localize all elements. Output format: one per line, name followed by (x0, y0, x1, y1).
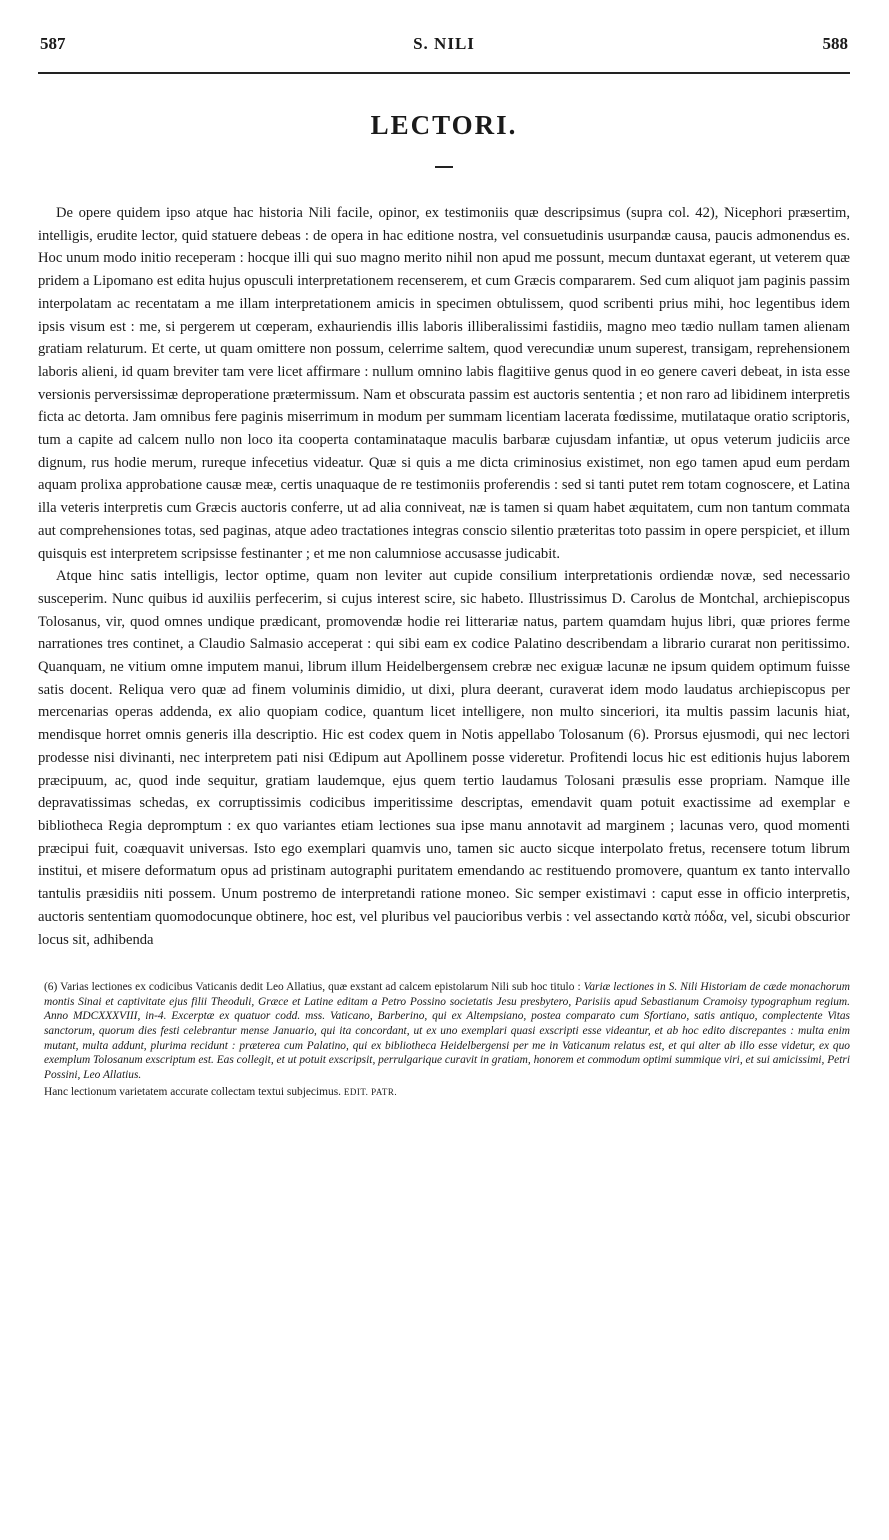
page-number-left: 587 (40, 34, 66, 53)
section-title: LECTORI. (370, 110, 518, 140)
footnote-closing (38, 1086, 850, 1098)
footnote (38, 980, 850, 1082)
paragraph-2: Atque hinc satis intelligis, lector optime, quam non leviter aut cupide consilium interpretationis ordiendæ novæ, sed necessario susceperim. Nunc quibus id auxiliis perfecerim, si cujus interest scire, sic habeto. Illustrissimus D. Carolus de Montchal, archiepiscopus Tolosanus, vir, quod omnes undique prædicant, promovendæ hodie rei litterariæ natus, partem quamdam hujus libri, quæ priores ferme narrationes tres continet, a Claudio Salmasio acceperat : qui sibi eam ex codice Palatino describendam a librario curarat non peritissimo. Quanquam, ne vitium omne imputem manui, librum illum Heidelbergensem crebræ nec exiguæ lacunæ ne ipsum quidem optimum fuisse satis docent. Reliqua vero quæ ad finem voluminis dimidio, ut dixi, plura deerant, curaverat idem modo laudatus archiepiscopus per mercenarias operas addenda, ex alio quopiam codice, quantum licet intelligere, non multo sinceriori, ita multis passim lacunis hiat, mendisque horret omnis generis illa descriptio. Hic est codex quem in Notis appellabo Tolosanum (6). Prorsus ejusmodi, qui nec lectori prodesse nisi divinanti, nec interpretem pati nisi Œdipum aut Apollinem posse videretur. Profitendi locus hic est editionis hujus laborem præcipuum, ac, quod inde sequitur, gratiam laudemque, ejus quem tertio laudamus Tolosani præsulis esse propriam. Namque ille depravatissimas schedas, ex corruptissimis codicibus imperitissime descriptas, emendavit quam potuit exactissime ad exemplar e bibliotheca Regia depromptum : ex quo variantes etiam lectiones sua ipse manu annotavit ad marginem ; lacunas vero, quod momenti præcipui fuit, coæquavit universas. Isto ego exemplari quamvis uno, tamen sic aucto sicque interpolato fretus, recensere totum librum institui, et misere deformatum opus ad pristinam autographi puritatem emendando ac restituendo promovere, quantum ex tanto intervallo tantulis præsidiis niti possem. Unum postremo de interpretandi ratione moneo. Sic semper existimavi : caput esse in officio interpretis, auctoris sententiam quomodocunque obtinere, hoc est, vel pluribus vel paucioribus verbis : vel assectando κατὰ πόδα, vel, sicubi obscurior locus sit, adhibenda (38, 568, 850, 948)
running-head (38, 30, 850, 54)
footnote-separator (38, 967, 850, 968)
footnote-closing-text: Hanc lectionum varietatem accurate collectam textui subjecimus. (44, 1086, 341, 1099)
paragraph-1: De opere quidem ipso atque hac historia Nili facile, opinor, ex testimoniis quæ descripsimus (supra col. 42), Nicephori præsertim, intelligis, erudite lector, quid statuere debeas : de opera in hac editione nostra, vel consuetudinis usurpandæ causa, paucis admonendus es. Hoc unum modo initio receperam : hocque illi qui suo magno merito nihil non apud me possunt, mecum duntaxat egerant, ut veterem quæ pridem a Lipomano est edita hujus opusculi interpretationem recenserem, et cum Græcis compararem. Sed cum aliquot jam paginis passim interpolatam ac recentatam a me illam interpretationem amicis in specimen obtulissem, quod scribenti prius mihi, hoc legentibus idem ipsis visum est : me, si pergerem ut cœperam, exhauriendis illis laboris illiberalissimi fastidiis, magno meo tædio nullam tamen alienam gratiam relaturum. Et certe, ut quam omittere non possum, celerrime saltem, quod verecundiæ unum superest, transigam, reprehensionem laboris alieni, id quam breviter tam vere licet affirmare : nullum omnino labis flagitiive genus quod in eo genere caveri debeat, in ista esse versionis perversissimæ deproperatione prætermissum. Nam et obscurata passim est auctoris sententia ; et non raro ad libidinem interpretis ficta ac detorta. Jam omnibus fere paginis miserrimum in modum per summam licentiam lacerata fœdissime, mutilataque oratio scriptoris, tum a capite ad calcem nullo non loco ita cooperta contaminataque maculis barbaræ cujusdam infantiæ, ut opus veterum judiciis arce dignum, rus hodie merum, rureque infecetius videatur. Quæ si quis a me dicta criminosius existimet, non ego tamen apud eum perdam aquam prolixa approbatione causæ meæ, certis unaquaque de re testimoniis proferendis : sed si tanti putet rem totam cognoscere, et Latina illa veteris interpretis cum Græcis auctoris conferre, ut ad alia conniveat, næ is tamen si quam habet æquitatem, cum non tantum commata aut comprehensiones totas, sed paginas, atque adeo tractationes integras conscio silentio præteritas toto passim in opere perspiciet, et illum quisquis est interpretem scripsisse festinanter ; et me non calumniose accusasse judicabit. (38, 205, 850, 562)
footnote-title: Variæ lectiones in S. Nili Historiam de cæde monachorum montis Sinai et captivitate ejus filii Theoduli, Græce et Latine editam a Petro Possino societatis Jesu presbytero, Parisiis apud Sebastianum Cramoisy typographum regium. Anno MDCXXXVIII, in-4. Excerptæ ex quatuor codd. mss. Vaticano, Barberino, qui ex Altempsiano, postea comparato cum Sfortiano, satis antiquo, complectente Vitas sanctorum, quorum dies festi celebrantur mense Januario, qui ita concordant, ut ex uno exemplari quasi exscripti esse videantur, et ab hoc edito discrepantes : multa enim mutant, multa addunt, plurima recidunt : præterea cum Palatino, qui ex bibliotheca Heidelbergensi per me in Vaticanum relatus est, et qui alter ab illo esse videtur, ex quo exemplum Tolosanum exscriptum est. Eas collegit, et ut potuit exscripsit, perrulgarique curavit in gratiam, honorem et commodum optimi summique viri, et sui amicissimi, Petri Possini, Leo Allatius. (44, 981, 850, 1081)
page-number-right: 588 (822, 34, 848, 53)
title-dash (435, 166, 453, 168)
body-text (38, 202, 850, 951)
editor-signature: EDIT. PATR. (343, 1087, 398, 1098)
running-title: S. NILI (413, 34, 475, 53)
page (38, 30, 850, 1098)
footnote-lead: Varias lectiones ex codicibus Vaticanis dedit Leo Allatius, quæ exstant ad calcem epistolarum Nili sub hoc titulo : (60, 981, 581, 994)
footnote-marker: (6) (44, 981, 58, 994)
header-rule (38, 72, 850, 74)
